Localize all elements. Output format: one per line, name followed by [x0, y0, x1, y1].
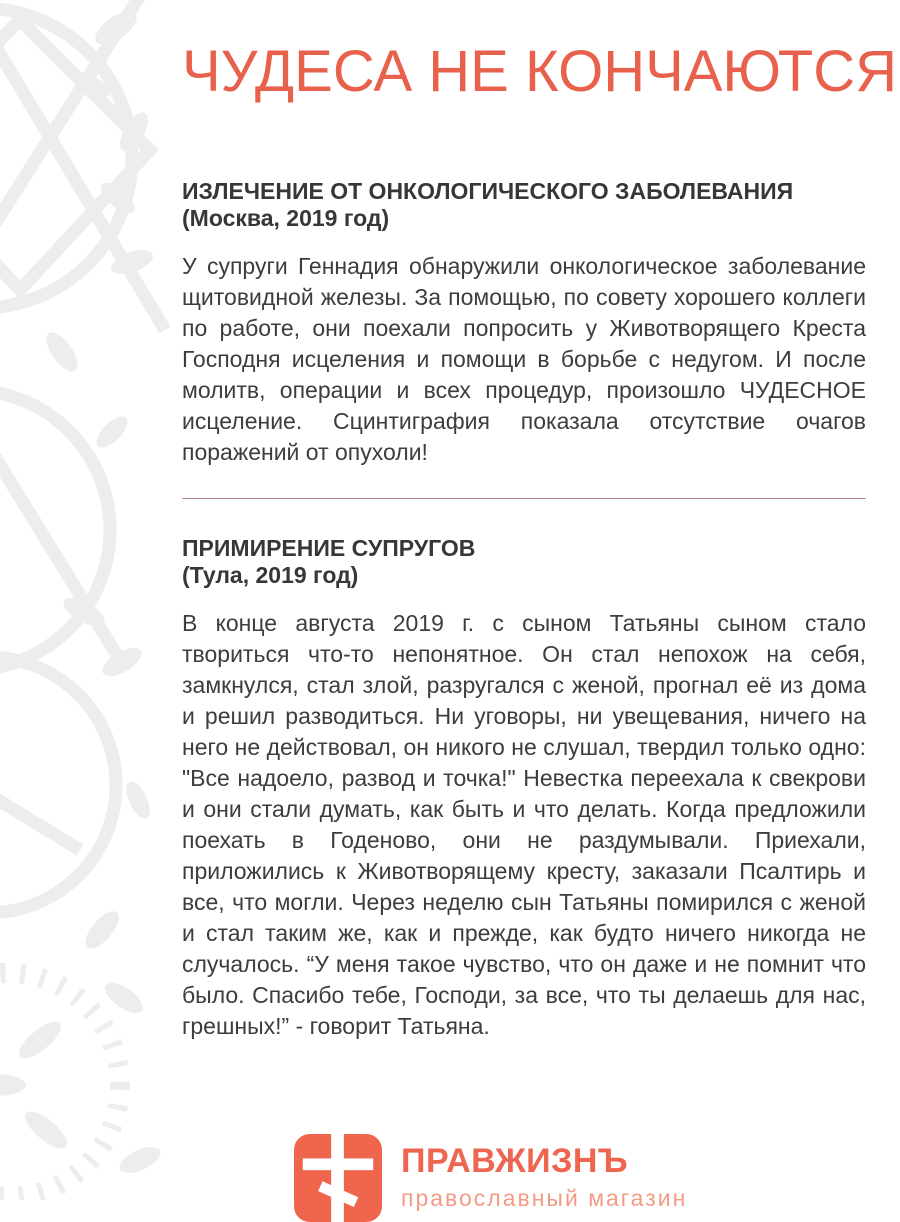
- story-section-healing: [182, 178, 866, 468]
- section-body: У супруги Геннадия обнаружили онкологическое заболевание щитовидной железы. За помощью, по совету хорошего коллеги по работе, они поехали попросить у Животворящего Креста Господня исцеления и помощи в борьбе с недугом. И после молитв, операции и всех процедур, произошло ЧУДЕСНОЕ исцеление. Сцинтиграфия показала отсутствие очагов поражений от опухоли!: [182, 252, 866, 465]
- orthodox-cross-icon: [294, 1134, 382, 1222]
- brand-logo: [294, 1134, 866, 1222]
- story-section-reconciliation: [182, 535, 866, 1042]
- section-divider: [182, 498, 866, 499]
- brand-logo-text: [401, 1141, 688, 1212]
- main-content: [182, 0, 897, 1222]
- ornament-pattern: [0, 0, 170, 1200]
- section-subheading: (Москва, 2019 год): [182, 204, 390, 231]
- section-heading: ПРИМИРЕНИЕ СУПРУГОВ: [182, 534, 476, 561]
- page-title: ЧУДЕСА НЕ КОНЧАЮТСЯ: [182, 39, 897, 104]
- brand-tagline: православный магазин: [401, 1184, 688, 1211]
- section-subheading: (Тула, 2019 год): [182, 561, 359, 588]
- section-heading: ИЗЛЕЧЕНИЕ ОТ ОНКОЛОГИЧЕСКОГО ЗАБОЛЕВАНИЯ: [182, 177, 794, 204]
- section-body: В конце августа 2019 г. с сыном Татьяны сыном стало твориться что-то непонятное. Он стал непохож на себя, замкнулся, стал злой, разругался с женой, прогнал её из дома и решил разводиться. Ни уговоры, ни увещевания, ничего на него не действовал, он никого не слушал, твердил только одно: "Все надоело, развод и точка!" Невестка переехала к свекрови и они стали думать, как быть и что делать. Когда предложили поехать в Годеново, они не раздумывали. Приехали, приложились к Животворящему кресту, заказали Псалтирь и все, что могли. Через неделю сын Татьяны помирился с женой и стал таким же, как и прежде, как будто ничего никогда не случалось. “У меня такое чувство, что он даже и не помнит что было. Спасибо тебе, Господи, за все, что ты делаешь для нас, грешных!” - говорит Татьяна.: [182, 609, 866, 1039]
- brand-name: ПРАВЖИЗНЪ: [401, 1141, 629, 1180]
